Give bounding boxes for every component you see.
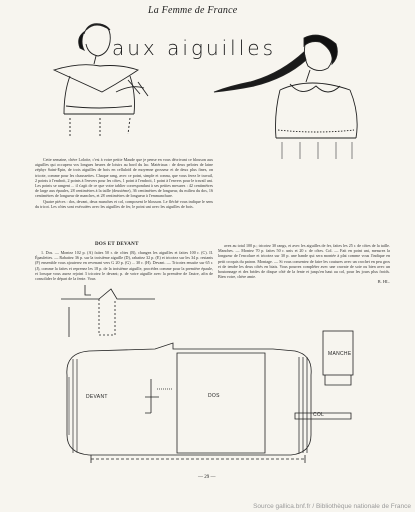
label-dos: DOS: [208, 393, 220, 399]
instructions-left: [35, 250, 213, 281]
pattern-diagram: [55, 285, 355, 465]
instructions-right-text: avez au total 100 p.; tricotez 30 rangs, et avec les aiguilles de fer, faites les 25 r. de côtes de la taille. Manches. — Montez 70 p. faites 50 r. unis et 20 r. de côtes. Col. — Fait en point uni, mesurez la longueur de l'encolure et tricotez sur 30 p. une bande qui sera montée à plat comme vous l'indique en petit croquis du patron. Montage. — Si vous consentez de faire les coutures avec un crochet en peu gros et de tendre les deux côtés en biais. Vous pourrez compléter avec une cravate de soie ou bien avec un boutonnage et des brides de disque côté de la fente et jusqu'en haut au col, pour les jours plus froids. Bien votre, chère amie.: [218, 243, 390, 280]
intro-paragraph-2: Quatre pièces : dos, devant, deux manches et col, composent le blouson. Le fléché vous indique le sens du tricot. Les côtes sont exécutées avec les aiguilles de fer, le point uni avec les aiguilles de bois.: [35, 198, 213, 209]
instructions-right: [218, 243, 390, 285]
label-manche: MANCHE: [328, 351, 352, 357]
right-illustration: [210, 34, 385, 159]
page-title: aux aiguilles: [112, 36, 277, 60]
label-devant: DEVANT: [86, 394, 108, 400]
left-illustration: [40, 14, 150, 154]
instructions-left-text: 1. Dos. — Montez 102 p. (A) faites 50 r. de côtes (B), changez les aiguilles et faites 100 r. (C). II. Épaulettes. — Rabattez 36 p. sur la troisième aiguille (D), rabattez 32 p. (E) et tricotez sur les 34 p. restants (F) ensemble vous ajouterez en revenant vers G 20 p. (G) ... 30 r. (H). Devant. — Tricotez ensuite sur 65 r. (J), comme la faites et reprenez les 18 p. de la troisième aiguille, procédez comme pour la première épaule, et lorsque vous aurez rejoint 3 tricotez le devant; p. de votre aiguille avec la première de l'autre, afin de consolider le départ de la fente. Vous: [35, 250, 213, 282]
label-col: COL: [313, 412, 325, 418]
section-heading: DOS ET DEVANT: [95, 242, 139, 247]
source-credit: Source gallica.bnf.fr / Bibliothèque nationale de France: [253, 503, 411, 510]
page-number: — 29 —: [198, 475, 216, 480]
intro-paragraph: Cette semaine, chère Lolotte, c'est à votre petite Maude que je pense en vous décrivant ce blouson aux aiguilles qui occupera vos longues heures de loisirs au bord du lac. Matériaux : de deux pelotes de laine zéphyr Saint-Epin, de trois aiguilles de bois en celluloïd de moyenne grosseur et de deux plus fines, on tricote, comme pour les chaussettes. Chaque rang, avec ce point, simple et connu, que vous ferez le travail, 2 points à l'endroit, 2 points à l'envers pour les côtes, 1 point à l'endroit, 1 point à l'envers pour le travail uni. Les points se rangent ... il s'agit de ce que votre tablier correspondant à ses petites mesures : 42 centimètres de large aux épaules, 28 centimètres à la taille (deuxième), 36 centimètres de longueur, du milieu du dos, 16 centimètres de longueur de manches, et 28 centimètres de longueur à l'emmanchure.: [35, 157, 213, 199]
signature: B. HL.: [377, 279, 390, 285]
intro-text: [35, 157, 213, 209]
masthead: La Femme de France: [148, 5, 238, 16]
